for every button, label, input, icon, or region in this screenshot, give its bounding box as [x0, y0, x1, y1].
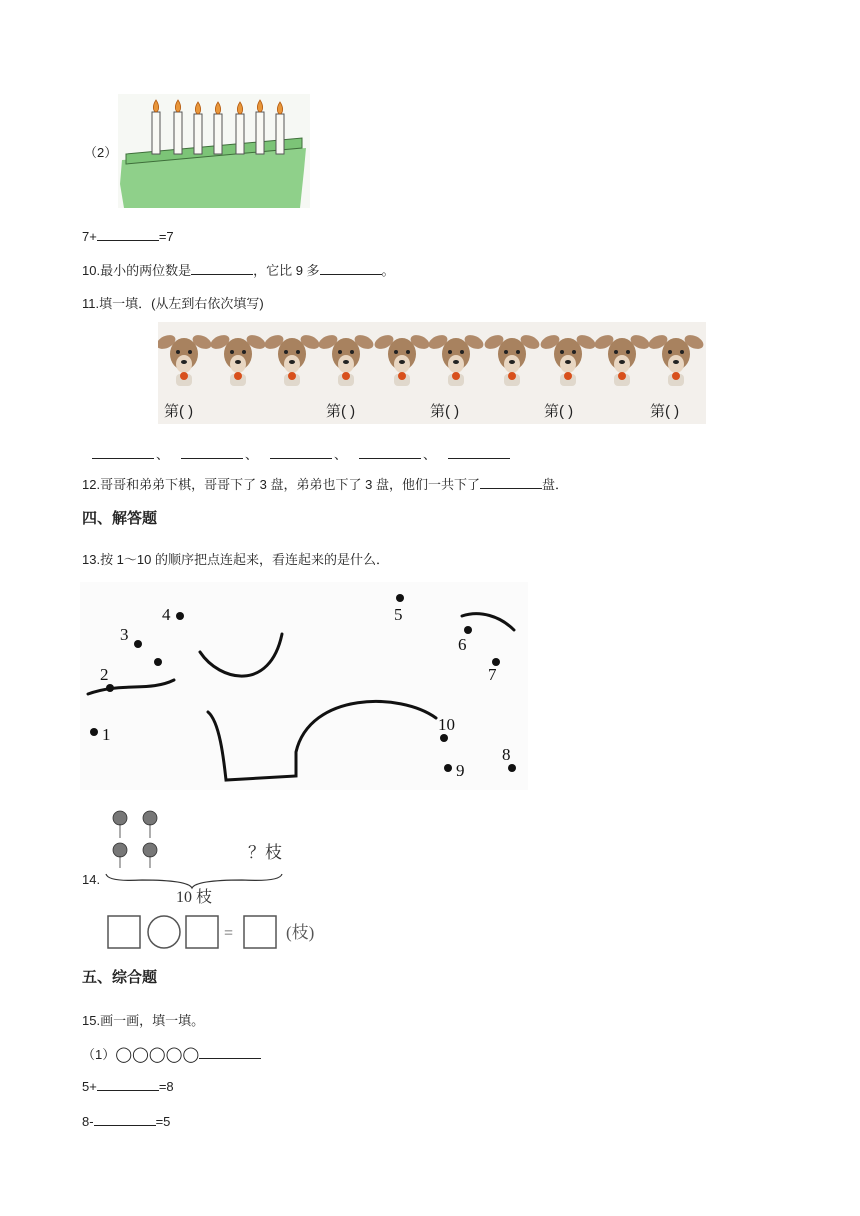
deer-ordinal-2: 第( ) — [326, 403, 356, 420]
q10-blank-1[interactable] — [191, 262, 253, 275]
q15-eq1-blank[interactable] — [97, 1078, 159, 1091]
q11-blank-2[interactable] — [181, 446, 243, 459]
dot-to-dot-image — [80, 582, 528, 790]
q12-text-a: 12.哥哥和弟弟下棋，哥哥下了 3 盘，弟弟也下了 3 盘，他们一共下了 — [82, 477, 480, 492]
q15-draw-blank[interactable] — [199, 1046, 261, 1059]
q15-eq1 — [82, 1078, 174, 1094]
dot-label-2: 2 — [100, 665, 109, 684]
dot-label-1: 1 — [102, 725, 111, 744]
dot-label-9: 9 — [456, 761, 465, 780]
dot-label-4: 4 — [162, 605, 171, 624]
q9-equation — [82, 228, 174, 244]
q15-eq2 — [82, 1113, 170, 1129]
q10-blank-2[interactable] — [320, 262, 382, 275]
q10-text-b: ，它比 9 多 — [253, 263, 320, 278]
q14-total-label: 10 枝 — [176, 889, 213, 906]
q15-prompt: 15.画一画，填一填。 — [82, 1013, 205, 1028]
q14-equals: = — [224, 925, 234, 942]
q11-sep-3: 、 — [334, 447, 348, 462]
q15-eq1-left: 5+ — [82, 1079, 97, 1094]
q9-eq-right: =7 — [158, 229, 174, 244]
q11-blank-3[interactable] — [270, 446, 332, 459]
deer-ordinal-1: 第( ) — [164, 403, 194, 420]
q11-blank-4[interactable] — [359, 446, 421, 459]
q14-unknown-label: ？枝 — [248, 843, 282, 862]
q9-part2-label: （2） — [84, 145, 118, 160]
q11-sep-1: 、 — [156, 447, 170, 462]
dot-label-10: 10 — [438, 715, 455, 734]
q11-prompt: 11.填一填．(从左到右依次填写) — [82, 296, 264, 311]
dot-label-6: 6 — [458, 635, 467, 654]
q10 — [82, 260, 395, 279]
flowers-image — [102, 806, 338, 956]
q15-eq2-left: 8- — [82, 1114, 94, 1129]
candles-image — [118, 94, 310, 208]
q12-blank[interactable] — [480, 476, 542, 489]
q10-text-c: 。 — [381, 263, 395, 278]
q15-part1-label: （1） — [82, 1047, 116, 1062]
q15-part1 — [82, 1044, 261, 1063]
q11-sep-4: 、 — [423, 447, 437, 462]
q11-answer-blanks — [92, 444, 510, 463]
q15-eq2-blank[interactable] — [94, 1113, 156, 1126]
q9-eq-left: 7+ — [82, 229, 97, 244]
deer-ordinal-3: 第( ) — [430, 403, 460, 420]
deer-ordinal-5: 第( ) — [650, 403, 680, 420]
q15-eq2-right: =5 — [155, 1114, 171, 1129]
q13-prompt: 13.按 1～10 的顺序把点连起来，看连起来的是什么． — [82, 552, 389, 567]
section4-title: 四、解答题 — [82, 510, 158, 527]
q12 — [82, 474, 568, 493]
q12-text-b: 盘． — [541, 477, 568, 492]
section5-title: 五、综合题 — [82, 969, 158, 986]
q10-text-a: 10.最小的两位数是 — [82, 263, 192, 278]
dot-label-7: 7 — [488, 665, 497, 684]
dot-label-5: 5 — [394, 605, 403, 624]
q15-eq1-right: =8 — [158, 1079, 174, 1094]
dot-label-3: 3 — [120, 625, 129, 644]
q11-blank-1[interactable] — [92, 446, 154, 459]
q15-circles: ◯◯◯◯◯ — [115, 1046, 200, 1063]
deer-ordinal-4: 第( ) — [544, 403, 574, 420]
q14-unit-label: (枝) — [286, 923, 315, 942]
q11-sep-2: 、 — [245, 447, 259, 462]
dot-label-8: 8 — [502, 745, 511, 764]
q9-answer-blank[interactable] — [97, 228, 159, 241]
q14-number: 14. — [82, 872, 101, 887]
q11-blank-5[interactable] — [448, 446, 510, 459]
